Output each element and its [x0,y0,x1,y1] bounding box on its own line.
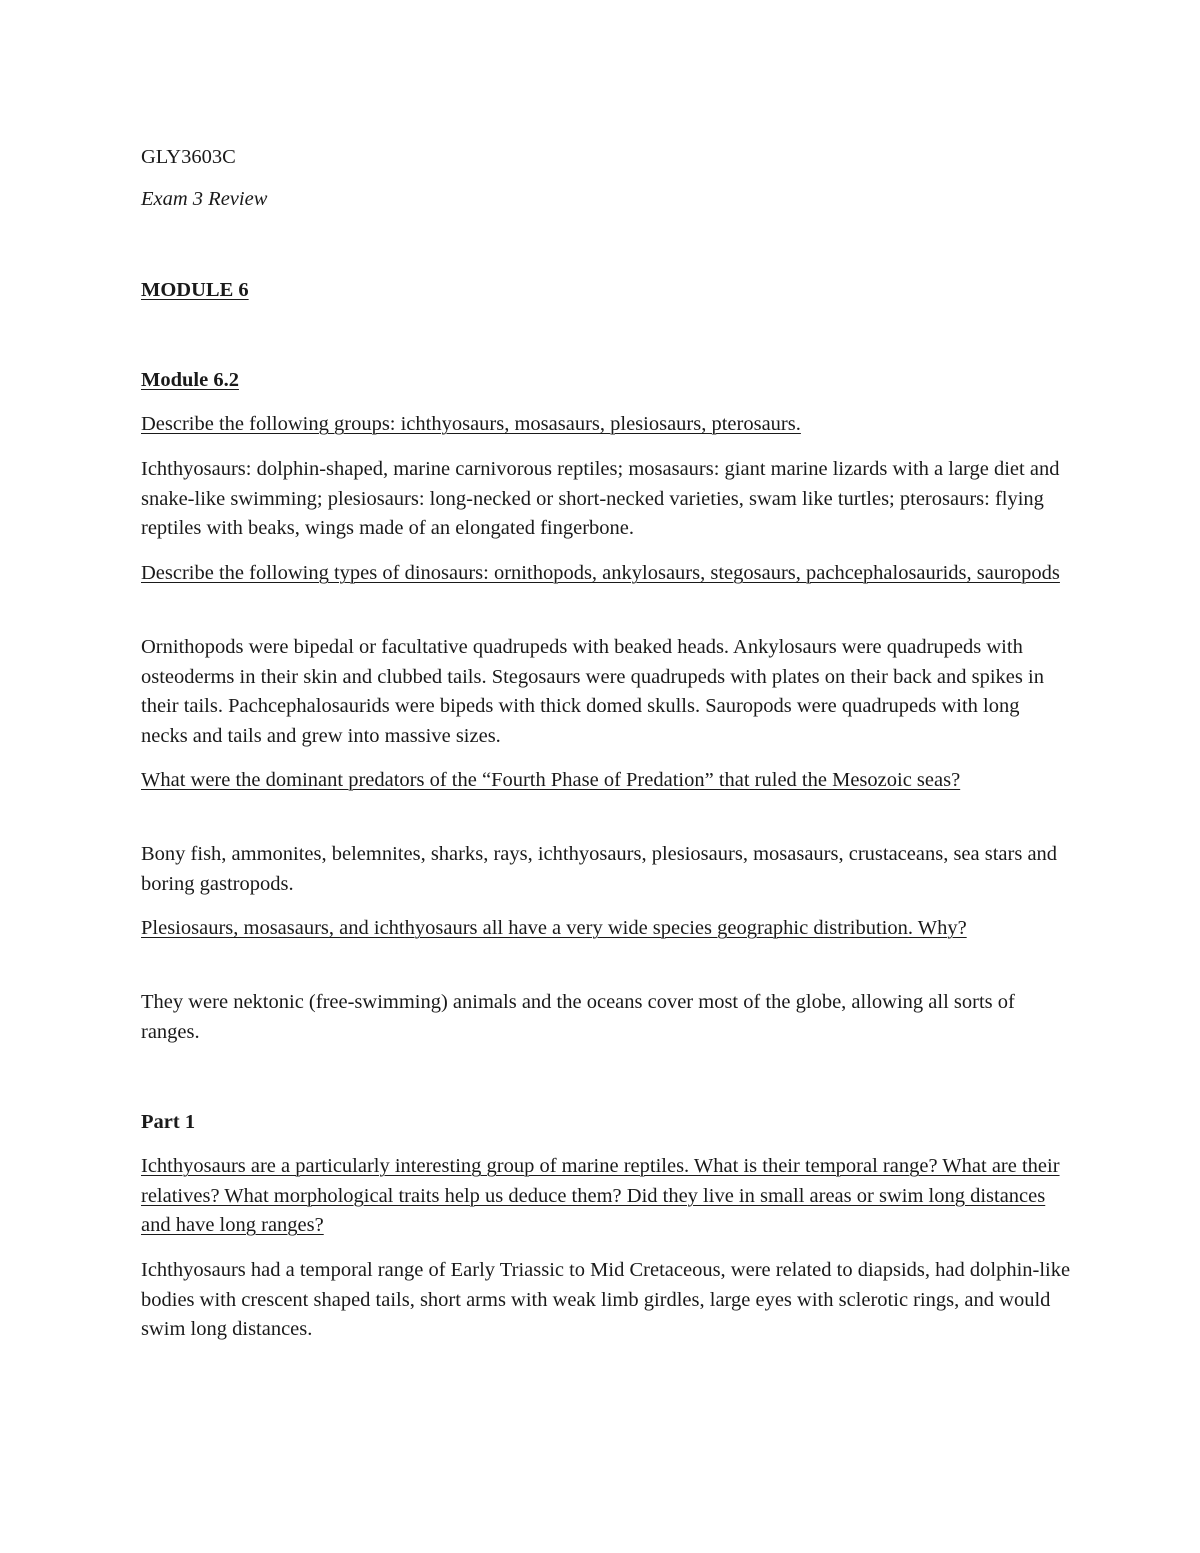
answer-fourth-phase-predators: Bony fish, ammonites, belemnites, sharks, rays, ichthyosaurs, plesiosaurs, mosasaurs, crustaceans, sea stars and boring gastropods. [141,843,1058,895]
question-distribution: Plesiosaurs, mosasaurs, and ichthyosaurs all have a very wide species geographic distribution. Why? [141,917,967,939]
document-title: Exam 3 Review [141,188,268,210]
section-heading-part-1: Part 1 [141,1111,196,1133]
answer-ichthyosaurs: Ichthyosaurs had a temporal range of Early Triassic to Mid Cretaceous, were related to diapsids, had dolphin-like bodies with crescent shaped tails, short arms with weak limb girdles, large eyes with sclerotic rings, and would swim long distances. [141,1259,1071,1340]
section-heading-module-6-2: Module 6.2 [141,369,239,391]
answer-groups: Ichthyosaurs: dolphin-shaped, marine carnivorous reptiles; mosasaurs: giant marine lizards with a large diet and snake-like swimming; plesiosaurs: long-necked or short-necked varieties, swam like turtles; pterosaurs: flying reptiles with beaks, wings made of an elongated fingerbone. [141,458,1060,539]
question-ichthyosaurs: Ichthyosaurs are a particularly interesting group of marine reptiles. What is their temporal range? What are their relatives? What morphological traits help us deduce them? Did they live in small areas or swim long distances and have long ranges? [141,1155,1060,1236]
question-dinosaur-types: Describe the following types of dinosaurs: ornithopods, ankylosaurs, stegosaurs, pachcephalosaurids, sauropods [141,562,1060,584]
module-heading: MODULE 6 [141,279,249,301]
question-fourth-phase-predators: What were the dominant predators of the “Fourth Phase of Predation” that ruled the Mesozoic seas? [141,769,961,791]
course-code: GLY3603C [141,146,236,168]
question-groups: Describe the following groups: ichthyosaurs, mosasaurs, plesiosaurs, pterosaurs. [141,413,801,435]
answer-distribution: They were nektonic (free-swimming) animals and the oceans cover most of the globe, allowing all sorts of ranges. [141,991,1015,1043]
answer-dinosaur-types: Ornithopods were bipedal or facultative quadrupeds with beaked heads. Ankylosaurs were quadrupeds with osteoderms in their skin and clubbed tails. Stegosaurs were quadrupeds with plates on their back and spikes in their tails. Pachcephalosaurids were bipeds with thick domed skulls. Sauropods were quadrupeds with long necks and tails and grew into massive sizes. [141,636,1044,747]
